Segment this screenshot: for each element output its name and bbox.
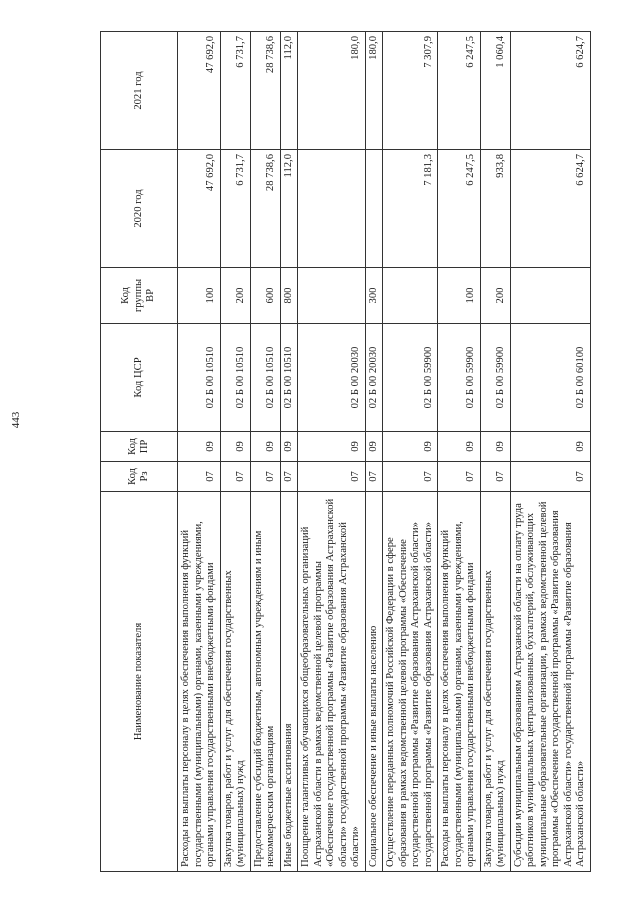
row-csr: 02 Б 00 20030 — [365, 324, 383, 432]
page-number: 443 — [10, 411, 22, 429]
row-rz: 07 — [510, 462, 590, 492]
row-2020: 933,8 — [480, 150, 510, 268]
row-vr: 800 — [280, 268, 298, 324]
row-rz: 07 — [298, 462, 366, 492]
row-2020: 47 692,0 — [178, 150, 221, 268]
row-2020 — [298, 150, 366, 268]
row-csr: 02 Б 00 59900 — [438, 324, 481, 432]
row-vr: 200 — [480, 268, 510, 324]
row-pr: 09 — [438, 432, 481, 462]
row-vr — [383, 268, 438, 324]
row-2021: 6 247,5 — [438, 32, 481, 150]
row-2020: 112,0 — [280, 150, 298, 268]
row-2021: 1 060,4 — [480, 32, 510, 150]
table-row — [280, 32, 298, 872]
row-vr: 100 — [178, 268, 221, 324]
rotated-page — [100, 32, 590, 872]
header-rz: Код Рз — [101, 462, 178, 492]
row-2021: 180,0 — [365, 32, 383, 150]
row-rz: 07 — [383, 462, 438, 492]
row-pr: 09 — [383, 432, 438, 462]
row-vr: 300 — [365, 268, 383, 324]
row-name: Закупка товаров, работ и услуг для обеспечения государственных (муниципальных) нужд — [220, 492, 250, 872]
row-rz: 07 — [280, 462, 298, 492]
header-vr: Код группы ВР — [101, 268, 178, 324]
header-2021: 2021 год — [101, 32, 178, 150]
budget-table — [100, 31, 591, 872]
row-csr: 02 Б 00 20030 — [298, 324, 366, 432]
row-name: Расходы на выплаты персоналу в целях обеспечения выполнения функций государственными (муниципальными) органами, казенными учреждениями, органами управления государственными внебюджетными фондами — [178, 492, 221, 872]
table-row — [480, 32, 510, 872]
row-rz: 07 — [480, 462, 510, 492]
row-name: Расходы на выплаты персоналу в целях обеспечения выполнения функций государственными (муниципальными) органами, казенными учреждениями, органами управления государственными внебюджетными фондами — [438, 492, 481, 872]
row-2020 — [365, 150, 383, 268]
row-2021: 7 307,9 — [383, 32, 438, 150]
table-row — [250, 32, 280, 872]
table-row — [365, 32, 383, 872]
row-pr: 09 — [510, 432, 590, 462]
row-2020: 6 624,7 — [510, 150, 590, 268]
header-name: Наименование показателя — [101, 492, 178, 872]
row-name: Предоставление субсидий бюджетным, автономным учреждениям и иным некоммерческим организациям — [250, 492, 280, 872]
row-pr: 09 — [298, 432, 366, 462]
row-rz: 07 — [178, 462, 221, 492]
row-pr: 09 — [280, 432, 298, 462]
row-pr: 09 — [480, 432, 510, 462]
row-vr: 600 — [250, 268, 280, 324]
row-name: Поощрение талантливых обучающихся общеобразовательных организаций Астраханской области в рамках ведомственной целевой программы «Обеспечение государственной программы «Развитие образования Астраханской области» государственной программы «Развитие образования Астраханской области» — [298, 492, 366, 872]
row-name: Закупка товаров, работ и услуг для обеспечения государственных (муниципальных) нужд — [480, 492, 510, 872]
row-name: Иные бюджетные ассигнования — [280, 492, 298, 872]
row-2021: 180,0 — [298, 32, 366, 150]
row-csr: 02 Б 00 59900 — [383, 324, 438, 432]
row-name: Субсидии муниципальным образованиям Астраханской области на оплату труда работников муниципальных централизованных бухгалтерий, обслуживающих муниципальные образовательные организации, в рамках ведомственной целевой программы «Обеспечение государственной программы «Развитие образования Астраханской области» государственной программы «Развитие образования Астраханской области» — [510, 492, 590, 872]
row-pr: 09 — [365, 432, 383, 462]
row-2021: 28 738,6 — [250, 32, 280, 150]
row-2021: 112,0 — [280, 32, 298, 150]
header-2020: 2020 год — [101, 150, 178, 268]
table-row — [298, 32, 366, 872]
row-pr: 09 — [250, 432, 280, 462]
row-2020: 28 738,6 — [250, 150, 280, 268]
table-row — [510, 32, 590, 872]
header-pr: Код ПР — [101, 432, 178, 462]
row-2021: 6 624,7 — [510, 32, 590, 150]
table-row — [438, 32, 481, 872]
row-2020: 6 247,5 — [438, 150, 481, 268]
row-name: Социальное обеспечение и иные выплаты населению — [365, 492, 383, 872]
row-2020: 6 731,7 — [220, 150, 250, 268]
row-csr: 02 Б 00 10510 — [250, 324, 280, 432]
table-row — [383, 32, 438, 872]
row-2021: 47 692,0 — [178, 32, 221, 150]
row-rz: 07 — [250, 462, 280, 492]
row-2021: 6 731,7 — [220, 32, 250, 150]
row-pr: 09 — [220, 432, 250, 462]
row-csr: 02 Б 00 10510 — [220, 324, 250, 432]
row-csr: 02 Б 00 10510 — [280, 324, 298, 432]
header-csr: Код ЦСР — [101, 324, 178, 432]
table-row — [220, 32, 250, 872]
row-rz: 07 — [365, 462, 383, 492]
row-vr: 100 — [438, 268, 481, 324]
row-csr: 02 Б 00 59900 — [480, 324, 510, 432]
row-pr: 09 — [178, 432, 221, 462]
row-rz: 07 — [220, 462, 250, 492]
row-vr — [510, 268, 590, 324]
row-2020: 7 181,3 — [383, 150, 438, 268]
row-csr: 02 Б 00 10510 — [178, 324, 221, 432]
row-csr: 02 Б 00 60100 — [510, 324, 590, 432]
row-vr — [298, 268, 366, 324]
row-rz: 07 — [438, 462, 481, 492]
row-name: Осуществление переданных полномочий Российской Федерации в сфере образования в рамках ведомственной целевой программы «Обеспечение государственной программы «Развитие образования Астраханской области» государственной программы «Развитие образования Астраханской области» — [383, 492, 438, 872]
table-row — [178, 32, 221, 872]
row-vr: 200 — [220, 268, 250, 324]
table-header-row — [101, 32, 178, 872]
